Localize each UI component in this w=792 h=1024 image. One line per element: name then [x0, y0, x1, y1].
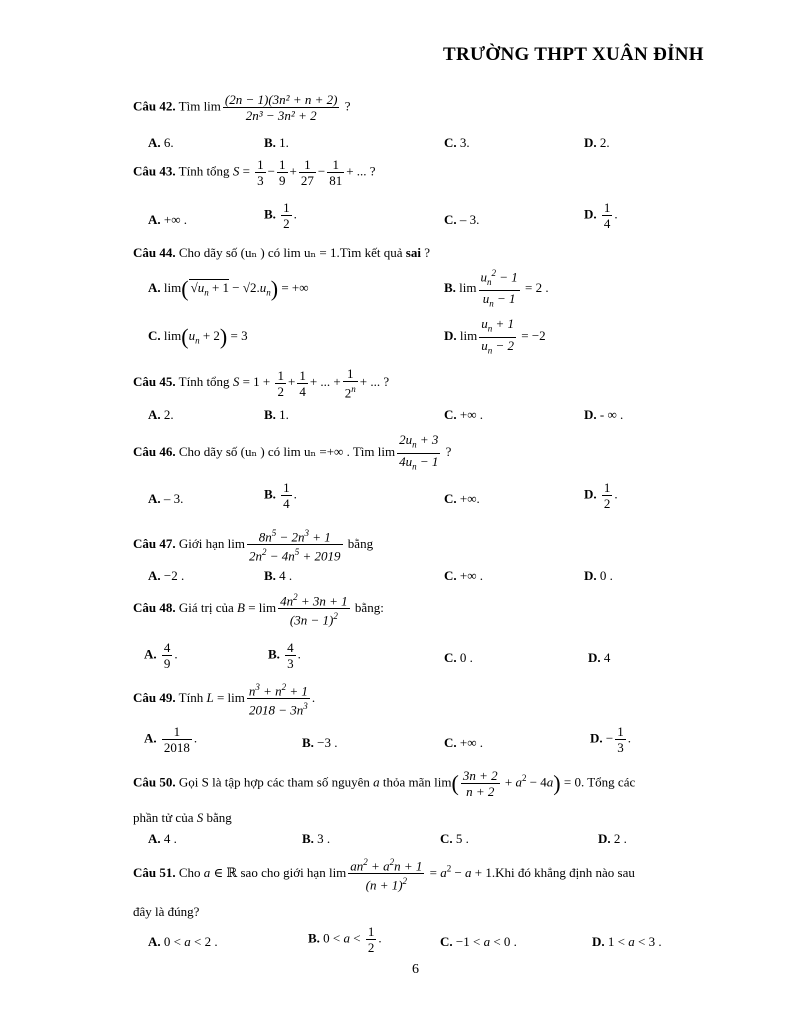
q42-option-d[interactable]: D. 2.	[584, 135, 610, 150]
q44-option-d[interactable]: D. lim $\frac{u_n + 1}{u_n - 2}$ = −2	[444, 316, 546, 356]
q51-option-b[interactable]: B. 0 < a < $\frac{1}{2}$ .	[308, 924, 382, 955]
q45-option-b[interactable]: B. 1.	[264, 407, 289, 422]
q44-option-c[interactable]: C. $\lim(u_n + 2) = 3$	[148, 324, 248, 349]
question-51: Câu 51. Cho a ∈ ℝ sao cho giới hạn lim $\frac{an^2 + a^2n + 1}{(n + 1)^2}$ = $a^2 - a + 1.Khi$ đó khẳng định nào sau	[133, 857, 635, 893]
q42-fraction: $\frac{\text{(2n − 1)(3n² + n + 2)}}{\text{2n³ − 3n² + 2}}$	[224, 92, 338, 123]
q45-option-a[interactable]: A. 2.	[148, 407, 174, 422]
q50-option-c[interactable]: C. 5 .	[440, 831, 469, 846]
q46-option-a[interactable]: A. – 3.	[148, 491, 184, 506]
q43-option-c[interactable]: C. – 3.	[444, 212, 480, 227]
question-42: Câu 42. Tìm lim $\frac{\text{(2n − 1)(3n² + n + 2)}}{\text{2n³ − 3n² + 2}}$ ?	[133, 92, 351, 123]
q49-option-b[interactable]: B. −3 .	[302, 735, 338, 750]
q42-option-a[interactable]: A. 6.	[148, 135, 174, 150]
q47-option-a[interactable]: A. −2 .	[148, 568, 185, 583]
q49-option-c[interactable]: C. +∞ .	[444, 735, 483, 750]
question-49: Câu 49. Tính L = lim $\frac{n^3 + n^2 + 1}{2018 - 3n^3}$ .	[133, 682, 316, 718]
q44-option-b[interactable]: B. lim $\frac{u_n^2 - 1}{u_n - 1}$ = 2 .	[444, 268, 549, 309]
q47-option-c[interactable]: C. +∞ .	[444, 568, 483, 583]
question-50: Câu 50. Gọi S là tập hợp các tham số nguyên a thỏa mãn lim( $\frac{3n + 2}{n + 2}$ + $a^2 - 4a) = 0$. Tổng các	[133, 768, 636, 799]
page-number: 6	[412, 962, 419, 977]
question-48: Câu 48. Giá trị của B = lim $\frac{4n^2 + 3n + 1}{(3n - 1)^2}$ bằng:	[133, 592, 384, 628]
q50-option-b[interactable]: B. 3 .	[302, 831, 331, 846]
q44-option-a[interactable]: A. lim( $√u_n + 1 - √2.u_n$) = +∞	[148, 276, 309, 301]
q50-option-a[interactable]: A. 4 .	[148, 831, 177, 846]
q46-option-c[interactable]: C. +∞.	[444, 491, 480, 506]
q45-option-c[interactable]: C. +∞ .	[444, 407, 483, 422]
q48-option-c[interactable]: C. 0 .	[444, 650, 473, 665]
q48-option-d[interactable]: D. 4	[588, 650, 611, 665]
q48-option-b[interactable]: B. $\frac{4}{3}$ .	[268, 640, 301, 671]
question-51-line2: đây là đúng?	[133, 904, 200, 919]
q45-option-d[interactable]: D. - ∞ .	[584, 407, 624, 422]
q49-option-d[interactable]: D. − $\frac{1}{3}$ .	[590, 724, 631, 755]
q47-option-d[interactable]: D. 0 .	[584, 568, 613, 583]
question-47: Câu 47. Giới hạn lim $\frac{8n^5 - 2n^3 + 1}{2n^2 - 4n^5 + 2019}$ bằng	[133, 528, 374, 564]
q46-option-d[interactable]: D. $\frac{1}{2}$ .	[584, 480, 618, 511]
school-header: TRƯỜNG THPT XUÂN ĐỈNH	[443, 44, 704, 65]
q48-option-a[interactable]: A. $\frac{4}{9}$ .	[144, 640, 178, 671]
q42-option-c[interactable]: C. 3.	[444, 135, 470, 150]
question-46: Câu 46. Cho dãy số (uₙ ) có lim uₙ =+∞ . Tìm lim $\frac{2u_n + 3}{4u_n - 1}$ ?	[133, 432, 452, 472]
q51-option-c[interactable]: C. −1 < a < 0 .	[440, 934, 517, 949]
q46-option-b[interactable]: B. $\frac{1}{4}$ .	[264, 480, 297, 511]
q51-option-d[interactable]: D. 1 < a < 3 .	[592, 934, 662, 949]
q43-option-b[interactable]: B. $\frac{1}{2}$ .	[264, 200, 297, 231]
q43-option-a[interactable]: A. +∞ .	[148, 212, 187, 227]
q42-option-b[interactable]: B. 1.	[264, 135, 289, 150]
question-50-line2: phần tử của S bằng	[133, 810, 232, 825]
q50-option-d[interactable]: D. 2 .	[598, 831, 627, 846]
q49-option-a[interactable]: A. $\frac{1}{2018}$ .	[144, 724, 198, 755]
q51-option-a[interactable]: A. 0 < a < 2 .	[148, 934, 218, 949]
q47-option-b[interactable]: B. 4 .	[264, 568, 293, 583]
question-44: Câu 44. Cho dãy số (uₙ ) có lim uₙ = 1.Tìm kết quả sai ?	[133, 245, 430, 260]
question-43: Câu 43. Tính tổng S = $\frac{1}{3}$ − $\frac{1}{9}$ + $\frac{1}{27}$ − $\frac{1}{81}$ + ... ?	[133, 157, 376, 188]
question-45: Câu 45. Tính tổng S = 1 + $\frac{1}{2}$ + $\frac{1}{4}$ + ... + $\frac{1}{2^n}$ + ... ?	[133, 366, 390, 401]
q43-option-d[interactable]: D. $\frac{1}{4}$ .	[584, 200, 618, 231]
